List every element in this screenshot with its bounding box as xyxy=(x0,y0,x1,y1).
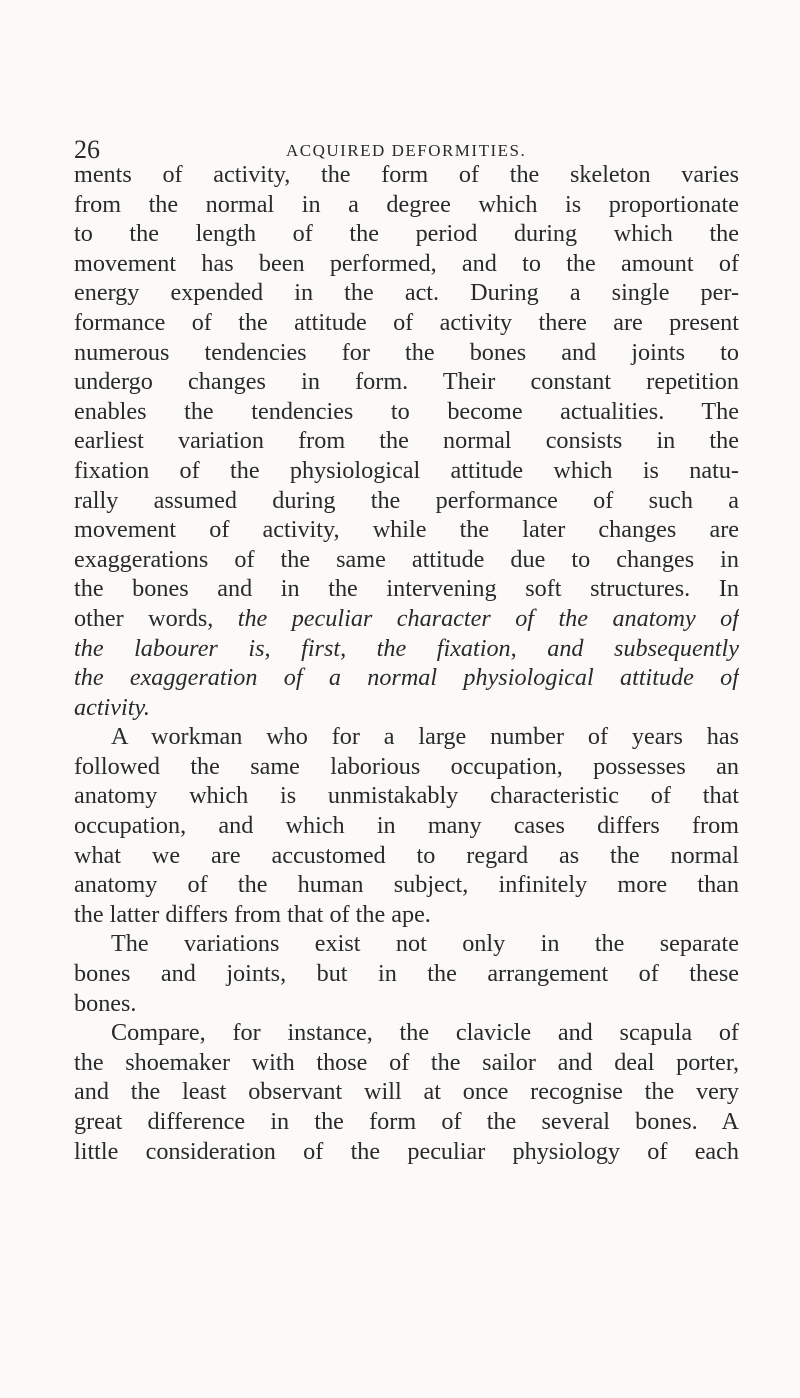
text-line xyxy=(74,604,739,634)
text-span: Compare, for instance, the clavicle and scapula of xyxy=(111,1019,739,1047)
text-line xyxy=(74,900,739,930)
text-line xyxy=(74,308,739,338)
text-span: movement of activity, while the later changes are xyxy=(74,516,739,544)
running-head: ACQUIRED DEFORMITIES. xyxy=(286,141,527,160)
text-line xyxy=(74,752,739,782)
text-span: rally assumed during the performance of such a xyxy=(74,486,739,514)
text-line xyxy=(74,1137,739,1167)
text-line xyxy=(74,1077,739,1107)
text-span: fixation of the physiological attitude which is natu- xyxy=(74,456,739,484)
text-span: numerous tendencies for the bones and joints to xyxy=(74,338,739,366)
text-span: earliest variation from the normal consists in the xyxy=(74,427,739,455)
text-span: the bones and in the intervening soft structures. In xyxy=(74,575,739,603)
text-line xyxy=(74,278,739,308)
text-line xyxy=(74,841,739,871)
text-line xyxy=(74,1018,739,1048)
text-span: followed the same laborious occupation, possesses an xyxy=(74,752,739,780)
italic-span: the labourer is, first, the fixation, and subsequently xyxy=(74,634,739,662)
text-line xyxy=(74,219,739,249)
text-span: The variations exist not only in the separate xyxy=(111,930,739,958)
text-line xyxy=(74,989,739,1019)
text-line xyxy=(74,1107,739,1137)
text-span: bones and joints, but in the arrangement of these xyxy=(74,960,739,988)
page-number: 26 xyxy=(74,135,100,164)
text-line xyxy=(74,456,739,486)
text-line xyxy=(74,160,739,190)
text-span: to the length of the period during which the xyxy=(74,220,739,248)
text-line xyxy=(74,634,739,664)
text-line xyxy=(74,190,739,220)
text-span: anatomy of the human subject, infinitely more than xyxy=(74,871,739,899)
text-span: what we are accustomed to regard as the normal xyxy=(74,841,739,869)
text-line xyxy=(74,663,739,693)
text-span: undergo changes in form. Their constant repetition xyxy=(74,368,739,396)
italic-span: the peculiar character of the anatomy of xyxy=(237,604,739,632)
text-span: anatomy which is unmistakably characteristic of that xyxy=(74,782,739,810)
text-line xyxy=(74,367,739,397)
text-span: A workman who for a large number of years has xyxy=(111,723,739,751)
text-span: bones. xyxy=(74,989,137,1017)
text-line xyxy=(74,1048,739,1078)
text-span: from the normal in a degree which is proportionate xyxy=(74,190,739,218)
text-span: other words, xyxy=(74,604,238,632)
italic-span: the exaggeration of a normal physiological attitude of xyxy=(74,664,739,692)
text-line xyxy=(74,426,739,456)
text-line xyxy=(74,781,739,811)
text-span: and the least observant will at once recognise the very xyxy=(74,1078,739,1106)
text-span: the latter differs from that of the ape. xyxy=(74,900,431,928)
text-line xyxy=(74,397,739,427)
text-span: enables the tendencies to become actualities. The xyxy=(74,397,739,425)
text-line xyxy=(74,811,739,841)
italic-span: activity. xyxy=(74,693,150,721)
text-line xyxy=(74,722,739,752)
text-line xyxy=(74,515,739,545)
text-line xyxy=(74,545,739,575)
text-line xyxy=(74,574,739,604)
text-line xyxy=(74,338,739,368)
text-line xyxy=(74,959,739,989)
text-line xyxy=(74,249,739,279)
text-span: great difference in the form of the several bones. A xyxy=(74,1108,739,1135)
text-line xyxy=(74,486,739,516)
text-span: exaggerations of the same attitude due to changes in xyxy=(74,545,739,573)
text-span: occupation, and which in many cases differs from xyxy=(74,812,739,840)
text-span: the shoemaker with those of the sailor and deal porter, xyxy=(74,1048,739,1076)
text-span: ments of activity, the form of the skeleton varies xyxy=(74,161,739,188)
text-span: movement has been performed, and to the amount of xyxy=(74,249,739,277)
text-span: energy expended in the act. During a single per- xyxy=(74,279,739,307)
text-span: little consideration of the peculiar physiology of each xyxy=(74,1137,739,1165)
body-text xyxy=(74,160,739,1166)
text-line xyxy=(74,693,739,723)
text-span: formance of the attitude of activity there are present xyxy=(74,308,739,336)
text-line xyxy=(74,929,739,959)
text-line xyxy=(74,870,739,900)
